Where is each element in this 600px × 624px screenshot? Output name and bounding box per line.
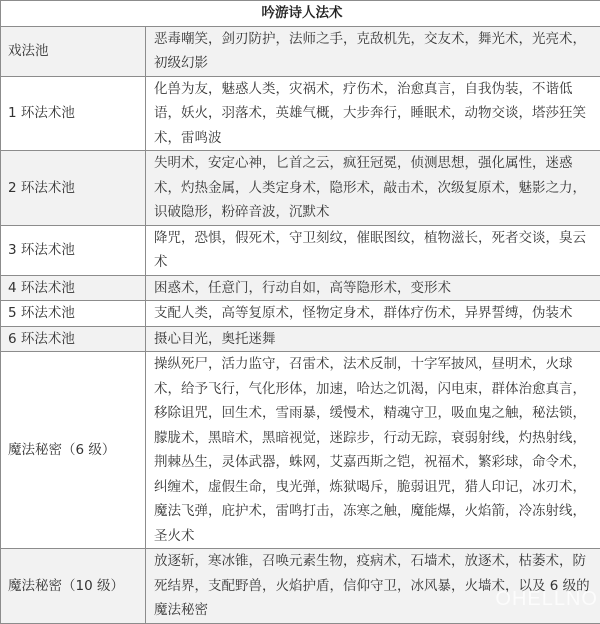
row-spells: 困惑术，任意门，行动自如，高等隐形术，变形术 [146,275,600,301]
row-spells: 摄心目光，奥托迷舞 [146,326,600,352]
table-row-level-1 [1,76,600,151]
table-row-level-3 [1,225,600,275]
row-spells: 支配人类，高等复原术，怪物定身术，群体疗伤术，异界誓缚，伪装术 [146,301,600,327]
row-label: 6 环法术池 [1,326,146,352]
row-spells: 放逐斩，寒冰锥，召唤元素生物，疫病术，石墙术，放逐术，枯萎术，防死结界，支配野兽，火焰护盾，信仰守卫，冰风暴，火墙术，以及 6 级的魔法秘密 [146,549,600,624]
row-spells: 化兽为友，魅惑人类，灾祸术，疗伤术，治愈真言，自我伪装，不谐低语，妖火，羽落术，英雄气概，大步奔行，睡眠术，动物交谈，塔莎狂笑术，雷鸣波 [146,76,600,151]
row-spells: 失明术，安定心神，匕首之云，疯狂冠冕，侦测思想，强化属性，迷惑术，灼热金属，人类定身术，隐形术，敲击术，次级复原术，魅影之力，识破隐形，粉碎音波，沉默术 [146,151,600,226]
row-spells: 降咒，恐惧，假死术，守卫刻纹，催眠图纹，植物滋长，死者交谈，臭云术 [146,225,600,275]
table-row-level-5 [1,301,600,327]
table-title: 吟游诗人法术 [1,1,600,27]
row-label: 3 环法术池 [1,225,146,275]
row-label: 4 环法术池 [1,275,146,301]
row-label: 1 环法术池 [1,76,146,151]
watermark-logo: OHELLNO [495,588,598,611]
row-label: 5 环法术池 [1,301,146,327]
row-spells: 操纵死尸，活力监守，召雷术，法术反制，十字军披风，昼明术，火球术，给予飞行，气化形体，加速，哈达之饥渴，闪电束，群体治愈真言，移除诅咒，回生术，雪雨暴，缓慢术，精魂守卫，吸血鬼之触，秘法锁，朦胧术，黑暗术，黑暗视觉，迷踪步，行动无踪，衰弱射线，灼热射线，荆棘丛生，灵体武器，蛛网，艾嘉西斯之铠，祝福术，繁彩球，命令术，纠缠术，虚假生命，曳光弹，炼狱喝斥，脆弱诅咒，猎人印记，冰刃术，魔法飞弹，庇护术，雷鸣打击，冻寒之触，魔能爆，火焰箭，冷冻射线，圣火术 [146,352,600,549]
table-row-magical-secrets-6 [1,352,600,549]
row-label: 2 环法术池 [1,151,146,226]
table-row-cantrips [1,26,600,76]
row-label: 魔法秘密（10 级） [1,549,146,624]
table-row-level-2 [1,151,600,226]
table-row-magical-secrets-10 [1,549,600,624]
row-label: 魔法秘密（6 级） [1,352,146,549]
table-row-level-6 [1,326,600,352]
table-row-level-4 [1,275,600,301]
row-spells: 恶毒嘲笑，剑刃防护，法师之手，克敌机先，交友术，舞光术，光亮术，初级幻影 [146,26,600,76]
row-label: 戏法池 [1,26,146,76]
